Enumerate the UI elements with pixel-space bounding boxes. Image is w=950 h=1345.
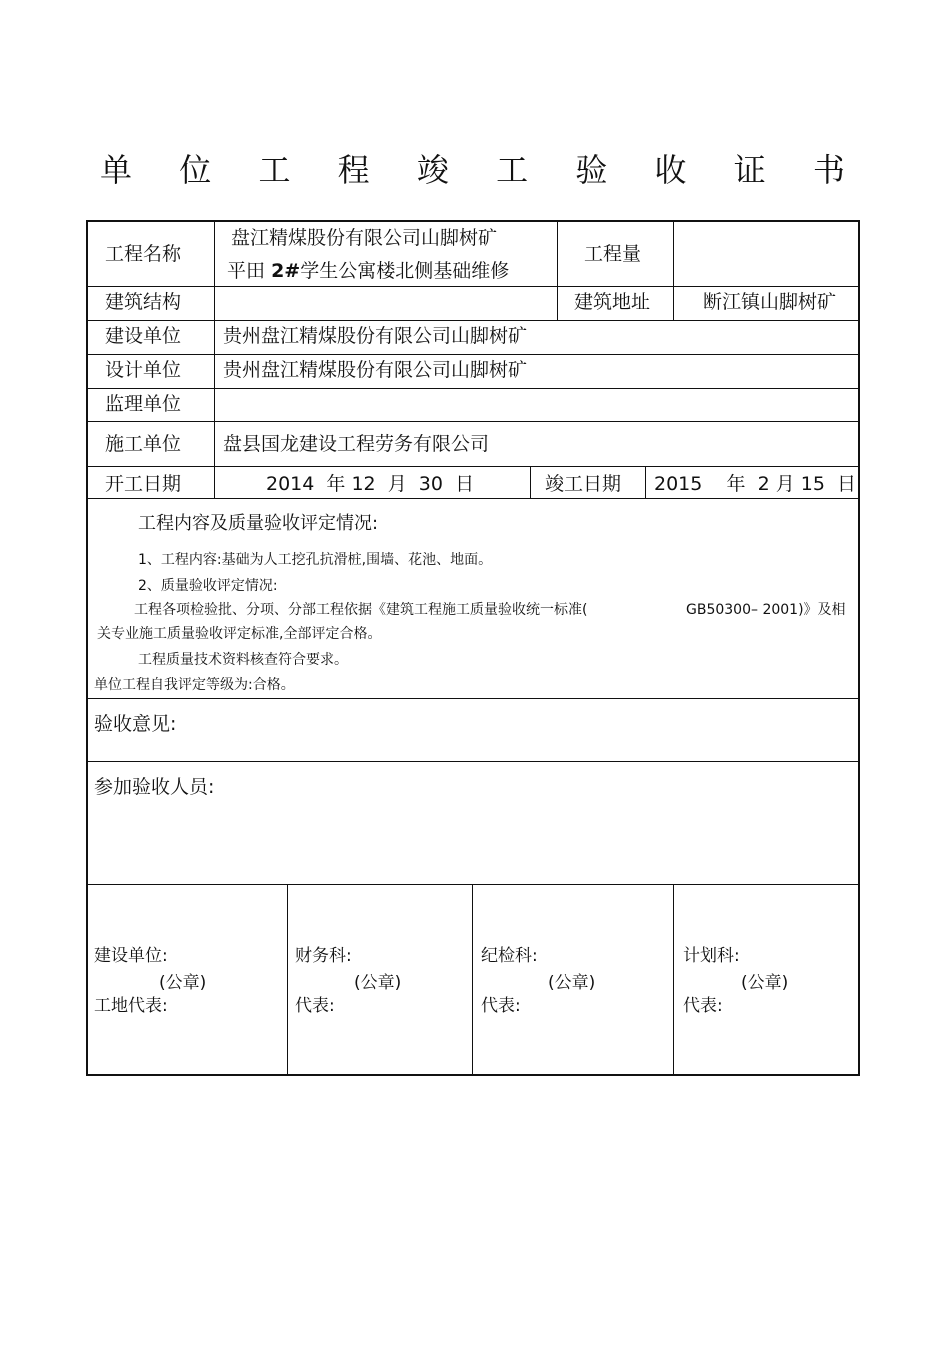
sign-unit: 财务科: bbox=[295, 946, 352, 966]
row-divider bbox=[87, 286, 859, 287]
title-char: 工 bbox=[496, 151, 529, 189]
sign-rep: 代表: bbox=[683, 996, 723, 1016]
certificate-table bbox=[86, 220, 860, 1076]
end-date-label: 竣工日期 bbox=[545, 473, 622, 495]
col-divider bbox=[557, 222, 558, 320]
project-name-line2-prefix: 平田 bbox=[227, 260, 266, 282]
content-line: 单位工程自我评定等级为:合格。 bbox=[94, 677, 295, 693]
row-divider bbox=[87, 698, 859, 699]
row-divider bbox=[87, 354, 859, 355]
title-char: 验 bbox=[575, 151, 608, 189]
project-name-line2 bbox=[227, 262, 509, 281]
row-divider bbox=[87, 761, 859, 762]
row-divider bbox=[87, 320, 859, 321]
sign-seal: (公章) bbox=[741, 973, 789, 993]
content-line: 关专业施工质量验收评定标准,全部评定合格。 bbox=[97, 626, 382, 642]
row-divider bbox=[87, 421, 859, 422]
sign-seal: (公章) bbox=[548, 973, 596, 993]
sign-unit: 建设单位: bbox=[94, 946, 168, 966]
supervisor-label: 监理单位 bbox=[105, 393, 182, 415]
col-divider bbox=[287, 884, 288, 1075]
contractor-value: 盘县国龙建设工程劳务有限公司 bbox=[223, 433, 490, 455]
title-char: 收 bbox=[654, 151, 687, 189]
sign-rep: 工地代表: bbox=[94, 996, 168, 1016]
acceptance-opinion-label: 验收意见: bbox=[94, 713, 177, 735]
title-char: 位 bbox=[179, 151, 212, 189]
designer-value: 贵州盘江精煤股份有限公司山脚树矿 bbox=[223, 359, 528, 381]
title-char: 证 bbox=[733, 151, 766, 189]
participants-label: 参加验收人员: bbox=[94, 776, 215, 798]
content-line: 2、质量验收评定情况: bbox=[138, 578, 278, 594]
sign-unit: 纪检科: bbox=[481, 946, 538, 966]
content-line: GB50300– 2001)》及相 bbox=[686, 602, 846, 618]
row-divider bbox=[87, 466, 859, 467]
content-line: 1、工程内容:基础为人工挖孔抗滑桩,围墙、花池、地面。 bbox=[138, 552, 493, 568]
document-title bbox=[100, 145, 845, 191]
quantity-label: 工程量 bbox=[584, 243, 642, 265]
content-heading: 工程内容及质量验收评定情况: bbox=[138, 513, 379, 534]
start-date-label: 开工日期 bbox=[105, 473, 182, 495]
col-divider bbox=[472, 884, 473, 1075]
col-divider bbox=[673, 222, 674, 320]
row-divider bbox=[87, 884, 859, 885]
content-line: 工程各项检验批、分项、分部工程依据《建筑工程施工质量验收统一标准( bbox=[134, 602, 588, 618]
project-name-line2-suffix: 学生公寓楼北侧基础维修 bbox=[300, 260, 510, 282]
title-char: 竣 bbox=[416, 151, 449, 189]
sign-rep: 代表: bbox=[481, 996, 521, 1016]
title-char: 书 bbox=[812, 151, 845, 189]
col-divider bbox=[214, 222, 215, 498]
start-date-value: 2014 年 12 月 30 日 bbox=[266, 473, 475, 495]
structure-label: 建筑结构 bbox=[105, 291, 182, 313]
title-char: 单 bbox=[100, 151, 133, 189]
end-date-value: 2015 年 2 月 15 日 bbox=[654, 473, 857, 495]
content-line: 工程质量技术资料核查符合要求。 bbox=[138, 652, 348, 668]
builder-value: 贵州盘江精煤股份有限公司山脚树矿 bbox=[223, 325, 528, 347]
col-divider bbox=[645, 466, 646, 498]
row-divider bbox=[87, 388, 859, 389]
address-label: 建筑地址 bbox=[574, 291, 651, 313]
sign-seal: (公章) bbox=[354, 973, 402, 993]
project-name-line2-number: 2# bbox=[271, 260, 301, 282]
address-value: 断江镇山脚树矿 bbox=[703, 291, 837, 313]
row-divider bbox=[87, 498, 859, 499]
sign-unit: 计划科: bbox=[683, 946, 740, 966]
contractor-label: 施工单位 bbox=[105, 433, 182, 455]
designer-label: 设计单位 bbox=[105, 359, 182, 381]
sign-rep: 代表: bbox=[295, 996, 335, 1016]
col-divider bbox=[673, 884, 674, 1075]
sign-seal: (公章) bbox=[159, 973, 207, 993]
title-char: 工 bbox=[258, 151, 291, 189]
project-name-label: 工程名称 bbox=[105, 243, 182, 265]
col-divider bbox=[530, 466, 531, 498]
project-name-line1: 盘江精煤股份有限公司山脚树矿 bbox=[231, 227, 498, 249]
builder-label: 建设单位 bbox=[105, 325, 182, 347]
title-char: 程 bbox=[337, 151, 370, 189]
